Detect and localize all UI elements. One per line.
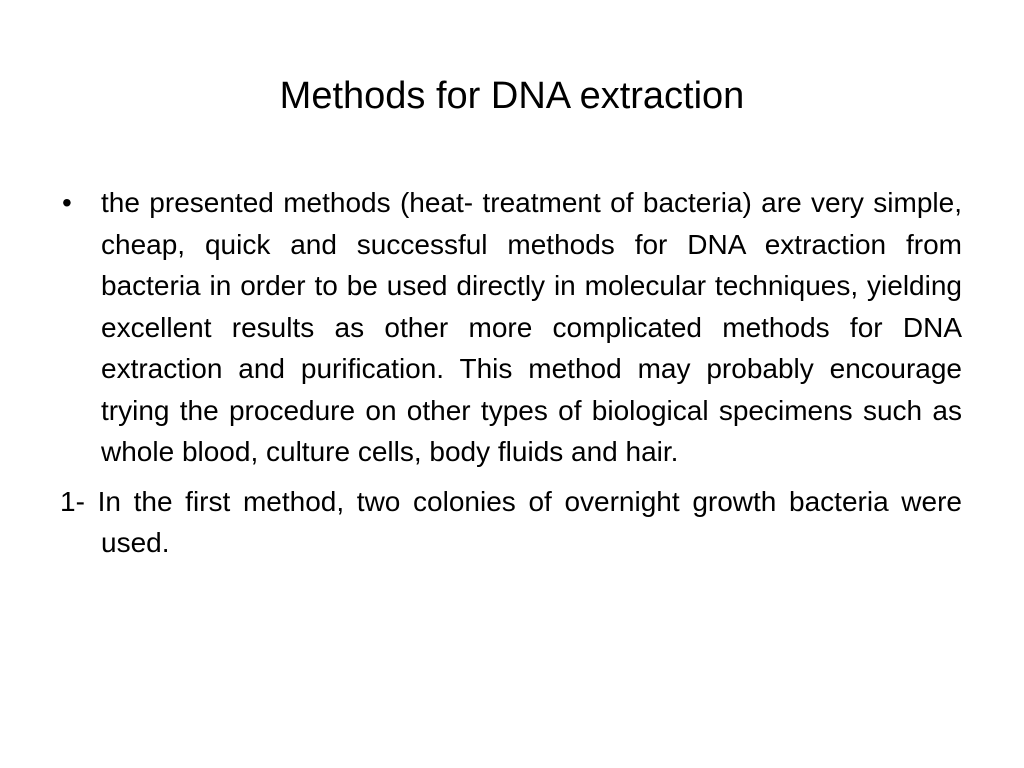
numbered-text: 1- In the first method, two colonies of overnight growth bacteria were used. <box>60 485 962 558</box>
slide-title: Methods for DNA extraction <box>279 75 745 117</box>
bullet-item <box>60 182 962 473</box>
bullet-text: the presented methods (heat- treatment of bacteria) are very simple, cheap, quick and successful methods for DNA extraction from bacteria in order to be used directly in molecular techniques, yielding excellent results as other more complicated methods for DNA extraction and purification. This method may probably encourage trying the procedure on other types of biological specimens such as whole blood, culture cells, body fluids and hair. <box>101 187 962 467</box>
numbered-item <box>60 481 962 564</box>
bullet-dot-icon: • <box>62 187 72 218</box>
slide-body <box>60 182 962 564</box>
